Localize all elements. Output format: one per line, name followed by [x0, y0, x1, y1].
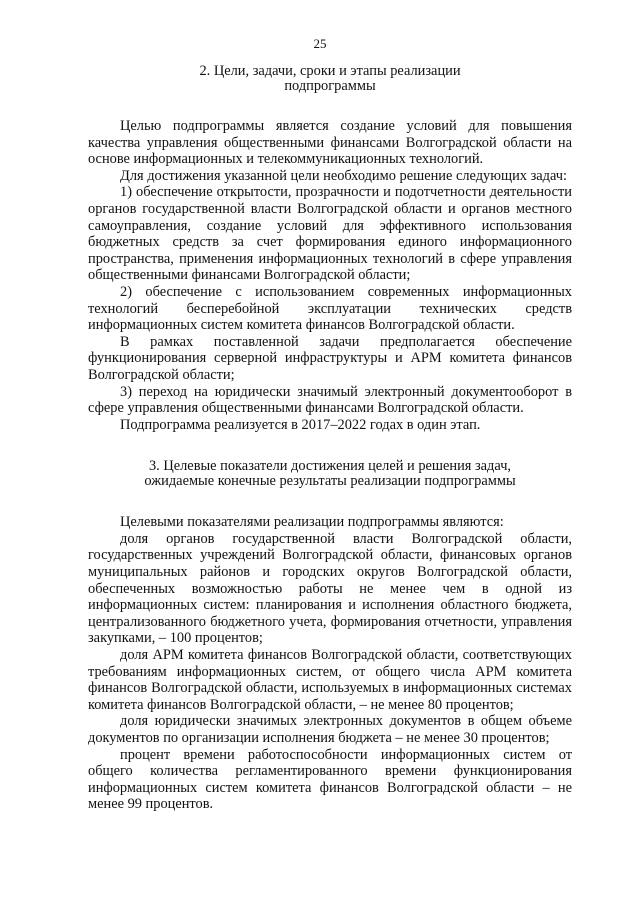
- paragraph-indicator-4: процент времени работоспособности информационных систем от общего количества регламентированного времени функционирования информационных систем комитета финансов Волгоградской области – не менее 99 процентов.: [88, 746, 572, 813]
- section-3-heading-line-2: ожидаемые конечные результаты реализации подпрограммы: [144, 473, 516, 490]
- paragraph-tasks-intro: Для достижения указанной цели необходимо решение следующих задач:: [120, 167, 568, 184]
- paragraph-task-2: 2) обеспечение с использованием современных информационных технологий бесперебойной эксплуатации технических средств информационных систем комитета финансов Волгоградской области.: [88, 283, 572, 334]
- page-content: [88, 64, 572, 813]
- section-3-heading-line-1: 3. Целевые показатели достижения целей и решения задач,: [148, 458, 512, 475]
- page-number: 25: [313, 36, 327, 51]
- paragraph-indicator-2: доля АРМ комитета финансов Волгоградской области, соответствующих требованиям информационных систем, от общего числа АРМ комитета финансов Волгоградской области, используемых в информационных системах комитета финансов Волгоградской области, – не менее 80 процентов;: [88, 647, 572, 713]
- section-3-heading: [88, 459, 572, 489]
- paragraph-task-3: 3) переход на юридически значимый электронный документооборот в сфере управления общественными финансами Волгоградской области.: [88, 383, 572, 417]
- paragraph-indicators-intro: Целевыми показателями реализации подпрограммы являются:: [120, 514, 504, 531]
- paragraph-indicator-1: доля органов государственной власти Волгоградской области, государственных учреждений Волгоградской области, финансовых органов муниципальных районов и городских округов Волгоградской области, обеспеченных возможностью работы не менее чем в одной из информационных систем: планирования и исполнения областного бюджета, централизованного бюджетного учета, формирования отчетности, управления закупками, – 100 процентов;: [88, 530, 572, 647]
- section-2-heading-line-2: подпрограммы: [284, 78, 376, 94]
- section-2-heading: [88, 64, 572, 94]
- section-2-heading-line-1: 2. Цели, задачи, сроки и этапы реализации: [199, 63, 461, 79]
- paragraph-goal: Целью подпрограммы является создание условий для повышения качества управления общественными финансами Волгоградской области на основе информационных и телекоммуникационных технологий.: [88, 118, 572, 168]
- paragraph-period: Подпрограмма реализуется в 2017–2022 годах в один этап.: [120, 416, 481, 433]
- paragraph-task-1: 1) обеспечение открытости, прозрачности и подотчетности деятельности органов государственной власти Волгоградской области и органов местного самоуправления, создание условий для эффективного использования бюджетных средств за счет формирования единого информационного пространства, применения информационных технологий в сфере управления общественными финансами Волгоградской области;: [88, 184, 572, 284]
- paragraph-task-2-detail: В рамках поставленной задачи предполагается обеспечение функционирования серверной инфраструктуры и АРМ комитета финансов Волгоградской области;: [88, 333, 572, 383]
- paragraph-indicator-3: доля юридически значимых электронных документов в общем объеме документов по организации исполнения бюджета – не менее 30 процентов;: [88, 713, 572, 746]
